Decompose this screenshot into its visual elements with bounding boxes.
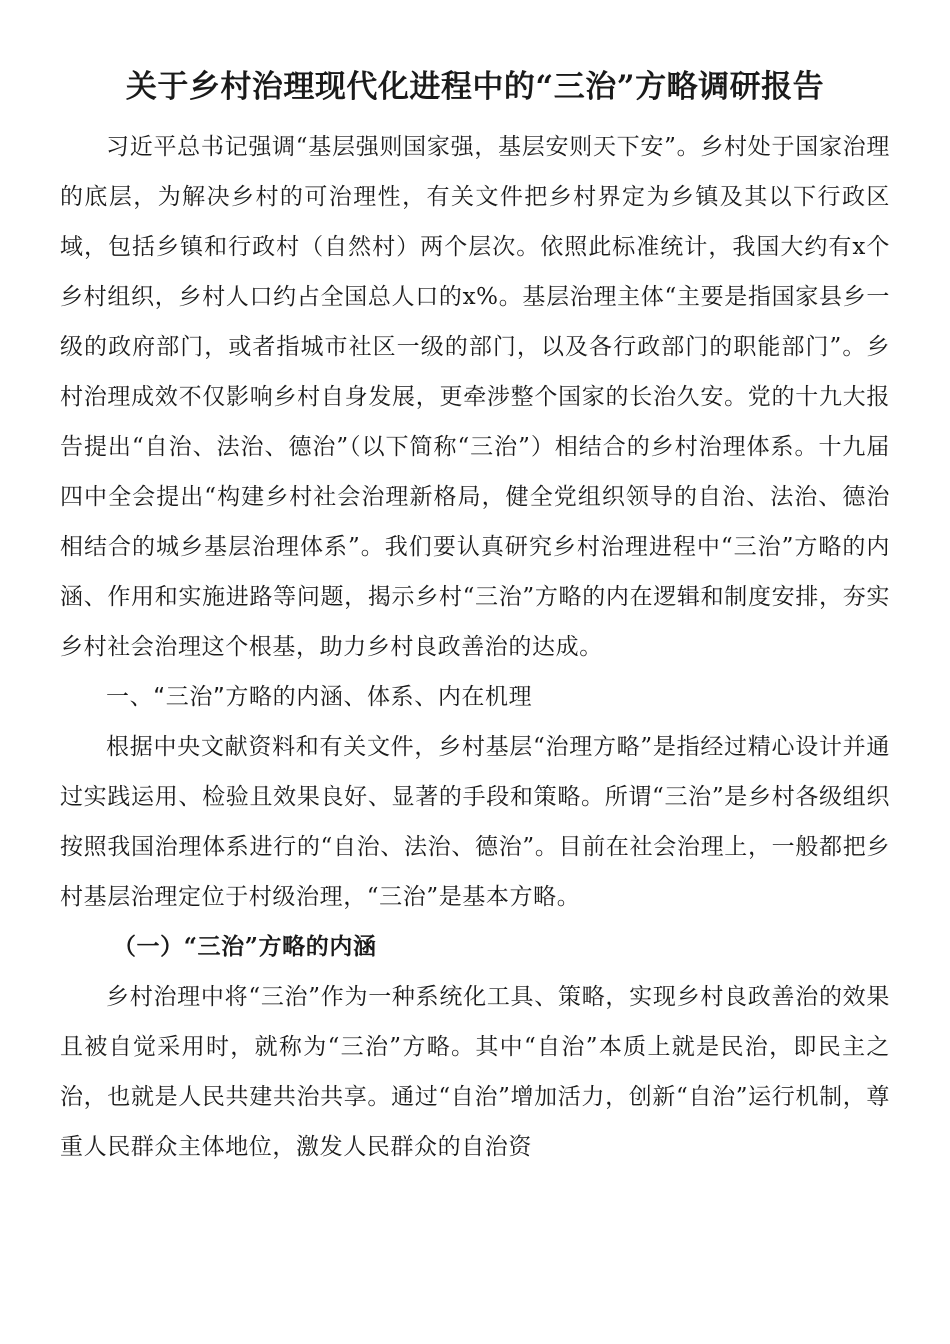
- document-title: 关于乡村治理现代化进程中的“三治”方略调研报告: [125, 69, 825, 105]
- subsection-1-paragraph: 乡村治理中将“三治”作为一种系统化工具、策略，实现乡村良政善治的效果且被自觉采用时，就称为“三治”方略。其中“自治”本质上就是民治，即民主之治，也就是人民共建共治共享。通过“自治”增加活力，创新“自治”运行机制，尊重人民群众主体地位，激发人民群众的自治资: [60, 984, 890, 1160]
- section-1-paragraph: 根据中央文献资料和有关文件，乡村基层“治理方略”是指经过精心设计并通过实践运用、检验且效果良好、显著的手段和策略。所谓“三治”是乡村各级组织按照我国治理体系进行的“自治、法治、德治”。目前在社会治理上，一般都把乡村基层治理定位于村级治理，“三治”是基本方略。: [60, 734, 890, 910]
- subsection-heading-1: （一）“三治”方略的内涵: [112, 933, 377, 960]
- intro-paragraph: 习近平总书记强调“基层强则国家强，基层安则天下安”。乡村处于国家治理的底层，为解决乡村的可治理性，有关文件把乡村界定为乡镇及其以下行政区域，包括乡镇和行政村（自然村）两个层次。依照此标准统计，我国大约有x个乡村组织，乡村人口约占全国总人口的x%。基层治理主体“主要是指国家县乡一级的政府部门，或者指城市社区一级的部门，以及各行政部门的职能部门”。乡村治理成效不仅影响乡村自身发展，更牵涉整个国家的长治久安。党的十九大报告提出“自治、法治、德治”（以下简称“三治”）相结合的乡村治理体系。十九届四中全会提出“构建乡村社会治理新格局，健全党组织领导的自治、法治、德治相结合的城乡基层治理体系”。我们要认真研究乡村治理进程中“三治”方略的内涵、作用和实施进路等问题，揭示乡村“三治”方略的内在逻辑和制度安排，夯实乡村社会治理这个根基，助力乡村良政善治的达成。: [60, 134, 890, 660]
- document-page: [60, 62, 890, 1172]
- section-heading-1: 一、“三治”方略的内涵、体系、内在机理: [106, 684, 533, 710]
